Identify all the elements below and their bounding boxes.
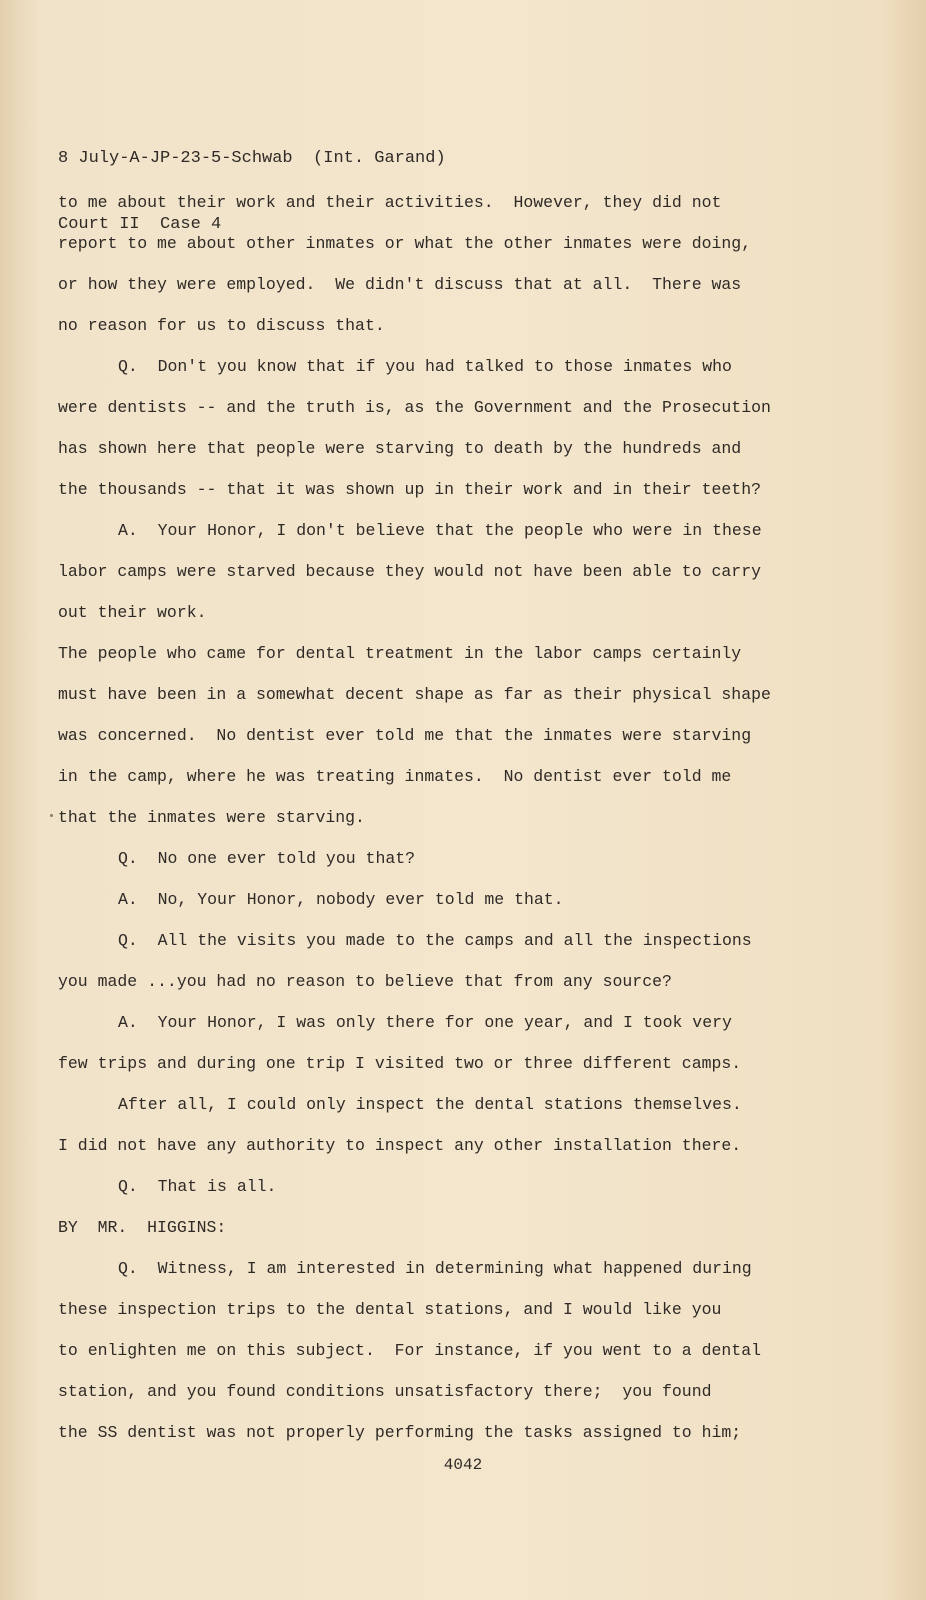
transcript-line: has shown here that people were starving to death by the hundreds and	[58, 439, 742, 458]
transcript-line: BY MR. HIGGINS:	[58, 1218, 227, 1237]
transcript-line: or how they were employed. We didn't discuss that at all. There was	[58, 275, 742, 294]
transcript-line: Q. No one ever told you that?	[118, 849, 416, 868]
transcript-line: must have been in a somewhat decent shape as far as their physical shape	[58, 685, 771, 704]
transcript-line: The people who came for dental treatment in the labor camps certainly	[58, 644, 742, 663]
transcript-line: that the inmates were starving.	[58, 808, 365, 827]
transcript-line: no reason for us to discuss that.	[58, 316, 385, 335]
transcript-line: A. No, Your Honor, nobody ever told me that.	[118, 890, 564, 909]
transcript-line: out their work.	[58, 603, 207, 622]
transcript-line: the SS dentist was not properly performing the tasks assigned to him;	[58, 1423, 742, 1442]
header-court-case-line: Court II Case 4	[58, 215, 222, 234]
transcript-line: station, and you found conditions unsatisfactory there; you found	[58, 1382, 712, 1401]
transcript-line: After all, I could only inspect the dental stations themselves.	[118, 1095, 742, 1114]
transcript-line: few trips and during one trip I visited two or three different camps.	[58, 1054, 742, 1073]
transcript-body	[58, 182, 818, 1453]
transcript-line: to enlighten me on this subject. For instance, if you went to a dental	[58, 1341, 762, 1360]
transcript-line: Q. All the visits you made to the camps and all the inspections	[118, 931, 752, 950]
transcript-line: labor camps were starved because they would not have been able to carry	[58, 562, 762, 581]
transcript-line: A. Your Honor, I was only there for one year, and I took very	[118, 1013, 732, 1032]
transcript-line: I did not have any authority to inspect any other installation there.	[58, 1136, 742, 1155]
transcript-line: you made ...you had no reason to believe that from any source?	[58, 972, 672, 991]
transcript-line: Q. Witness, I am interested in determining what happened during	[118, 1259, 752, 1278]
transcript-line: was concerned. No dentist ever told me that the inmates were starving	[58, 726, 752, 745]
transcript-line: Q. Don't you know that if you had talked to those inmates who	[118, 357, 732, 376]
header-reference-line: 8 July-A-JP-23-5-Schwab (Int. Garand)	[58, 149, 446, 168]
transcript-line: Q. That is all.	[118, 1177, 277, 1196]
margin-mark	[50, 814, 53, 817]
transcript-line: these inspection trips to the dental stations, and I would like you	[58, 1300, 722, 1319]
transcript-line: in the camp, where he was treating inmates. No dentist ever told me	[58, 767, 732, 786]
transcript-line: A. Your Honor, I don't believe that the people who were in these	[118, 521, 762, 540]
transcript-line: report to me about other inmates or what the other inmates were doing,	[58, 234, 752, 253]
page-number: 4042	[443, 1456, 483, 1474]
transcript-line: were dentists -- and the truth is, as the Government and the Prosecution	[58, 398, 771, 417]
transcript-line: the thousands -- that it was shown up in their work and in their teeth?	[58, 480, 762, 499]
transcript-line: to me about their work and their activities. However, they did not	[58, 193, 722, 212]
